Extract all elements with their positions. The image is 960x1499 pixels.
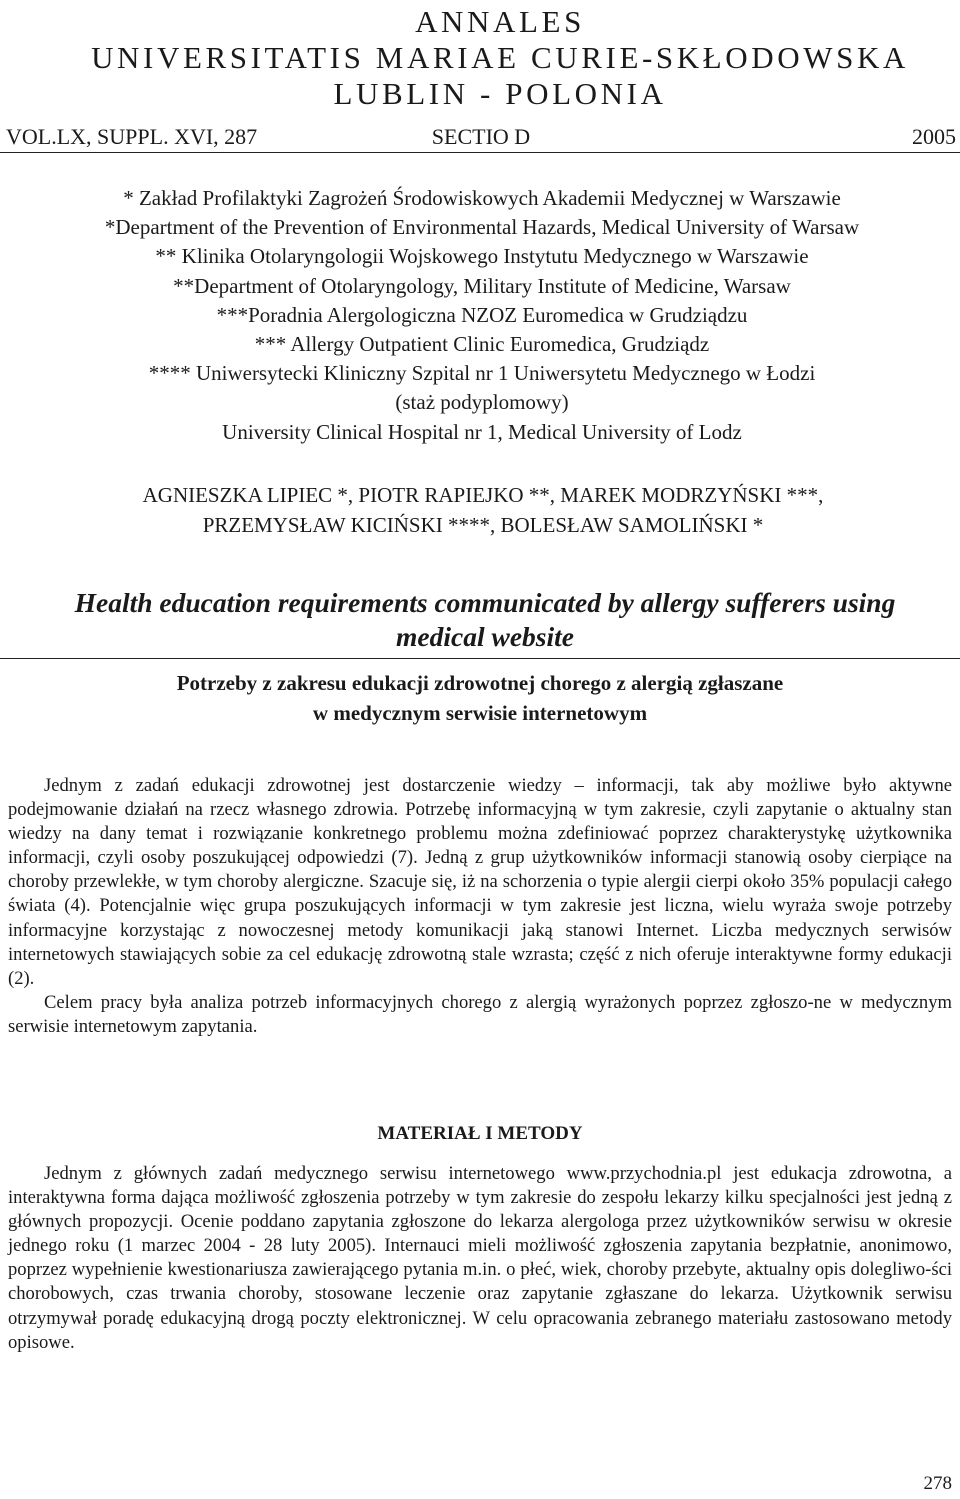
section-heading-methods: MATERIAŁ I METODY (377, 1123, 583, 1144)
english-title (0, 586, 960, 654)
polish-title (0, 668, 960, 728)
author-line: AGNIESZKA LIPIEC *, PIOTR RAPIEJKO **, MAREK MODRZYŃSKI ***, (142, 483, 824, 507)
volume-row (6, 122, 956, 152)
journal-name-line2: UNIVERSITATIS MARIAE CURIE-SKŁODOWSKA (91, 40, 909, 75)
affiliation-line: ***Poradnia Alergologiczna NZOZ Euromedica w Grudziądzu (216, 302, 748, 327)
journal-volume: VOL.LX, SUPPL. XVI, 287 (6, 124, 258, 149)
affiliation-line: (staż podyplomowy) (395, 390, 569, 415)
intro-paragraph-1: Jednym z zadań edukacji zdrowotnej jest dostarczenie wiedzy – informacji, tak aby możliwe było aktywne podejmowanie działań na rzecz własnego zdrowia. Potrzebę informacyjną w tym zakresie, czyli zapytanie o aktualny stan wiedzy na dany temat i rozwiązanie konkretnego problemu można zdefiniować poprzez charakterystykę użytkownika informacji, czyli osoby poszukującej odpowiedzi (7). Jedną z grup użytkowników informacji stanowią osoby cierpiące na choroby przewlekłe, w tym choroby alergiczne. Szacuje się, iż na schorzenia o typie alergii cierpi około 35% populacji całego świata (4). Potencjalnie więc grupa poszukujących informacji w tym zakresie jest liczna, wielu wyraża swoje potrzeby informacyjne korzystając z nowoczesnej metody komunikacji jaką stanowi Internet. Liczba medycznych serwisów internetowych stawiających sobie za cel edukację zdrowotną stale wzrasta; część z nich oferuje interaktywne formy edukacji (2). (8, 775, 952, 989)
journal-section: SECTIO D (431, 124, 531, 149)
affiliation-line: ** Klinika Otolaryngologii Wojskowego Instytutu Medycznego w Warszawie (155, 244, 809, 269)
polish-title-line: Potrzeby z zakresu edukacji zdrowotnej chorego z alergią zgłaszane (176, 671, 784, 695)
journal-location: LUBLIN - POLONIA (333, 76, 667, 111)
affiliation-line: University Clinical Hospital nr 1, Medical University of Lodz (222, 419, 742, 444)
methods-section (8, 1162, 952, 1355)
journal-name-line1: ANNALES (415, 4, 585, 39)
journal-year: 2005 (912, 124, 956, 149)
polish-title-line: w medycznym serwisie internetowym (312, 701, 648, 725)
english-title-line: Health education requirements communicated by allergy sufferers using (74, 587, 896, 618)
page-number: 278 (923, 1473, 952, 1494)
affiliation-line: **** Uniwersytecki Kliniczny Szpital nr 1 Uniwersytetu Medycznego w Łodzi (148, 361, 816, 386)
affiliation-line: *** Allergy Outpatient Clinic Euromedica, Grudziądz (254, 332, 710, 357)
affiliation-line: * Zakład Profilaktyki Zagrożeń Środowiskowych Akademii Medycznej w Warszawie (123, 186, 841, 210)
introduction (8, 774, 952, 1039)
affiliation-line: **Department of Otolaryngology, Military Institute of Medicine, Warsaw (173, 273, 791, 298)
intro-paragraph-2: Celem pracy była analiza potrzeb informacyjnych chorego z alergią wyrażonych poprzez zgłoszo-ne w medycznym serwisie internetowym zapytania. (8, 991, 952, 1037)
affiliations (0, 184, 960, 447)
affiliation-line: *Department of the Prevention of Environmental Hazards, Medical University of Warsaw (104, 215, 860, 240)
title-divider (0, 658, 960, 659)
author-line: PRZEMYSŁAW KICIŃSKI ****, BOLESŁAW SAMOLIŃSKI * (202, 513, 764, 537)
header-divider (0, 152, 960, 153)
methods-paragraph: Jednym z głównych zadań medycznego serwisu internetowego www.przychodnia.pl jest edukacja zdrowotna, a interaktywna forma dająca możliwość zgłoszenia potrzeby w tym zakresie do zespołu lekarzy kilku specjalności jest jedną z głównych propozycji. Ocenie poddano zapytania zgłoszone do lekarza alergologa przez użytkowników serwisu w okresie jednego roku (1 marzec 2004 - 28 luty 2005). Internauci mieli możliwość zgłoszenia zapytania bezpłatnie, anonimowo, poprzez wypełnienie kwestionariusza zawierającego pytania m.in. o płeć, wiek, choroby przebyte, aktualny opis dolegliwo-ści chorobowych, czas trwania choroby, stosowane leczenie oraz zapytanie zgłaszane do lekarza. Użytkownik serwisu otrzymywał poradę edukacyjną drogą poczty elektronicznej. W celu opracowania zebranego materiału zastosowano metody opisowe. (8, 1163, 952, 1353)
english-title-line: medical website (396, 621, 574, 652)
author-list (0, 480, 960, 540)
journal-header (0, 4, 960, 112)
